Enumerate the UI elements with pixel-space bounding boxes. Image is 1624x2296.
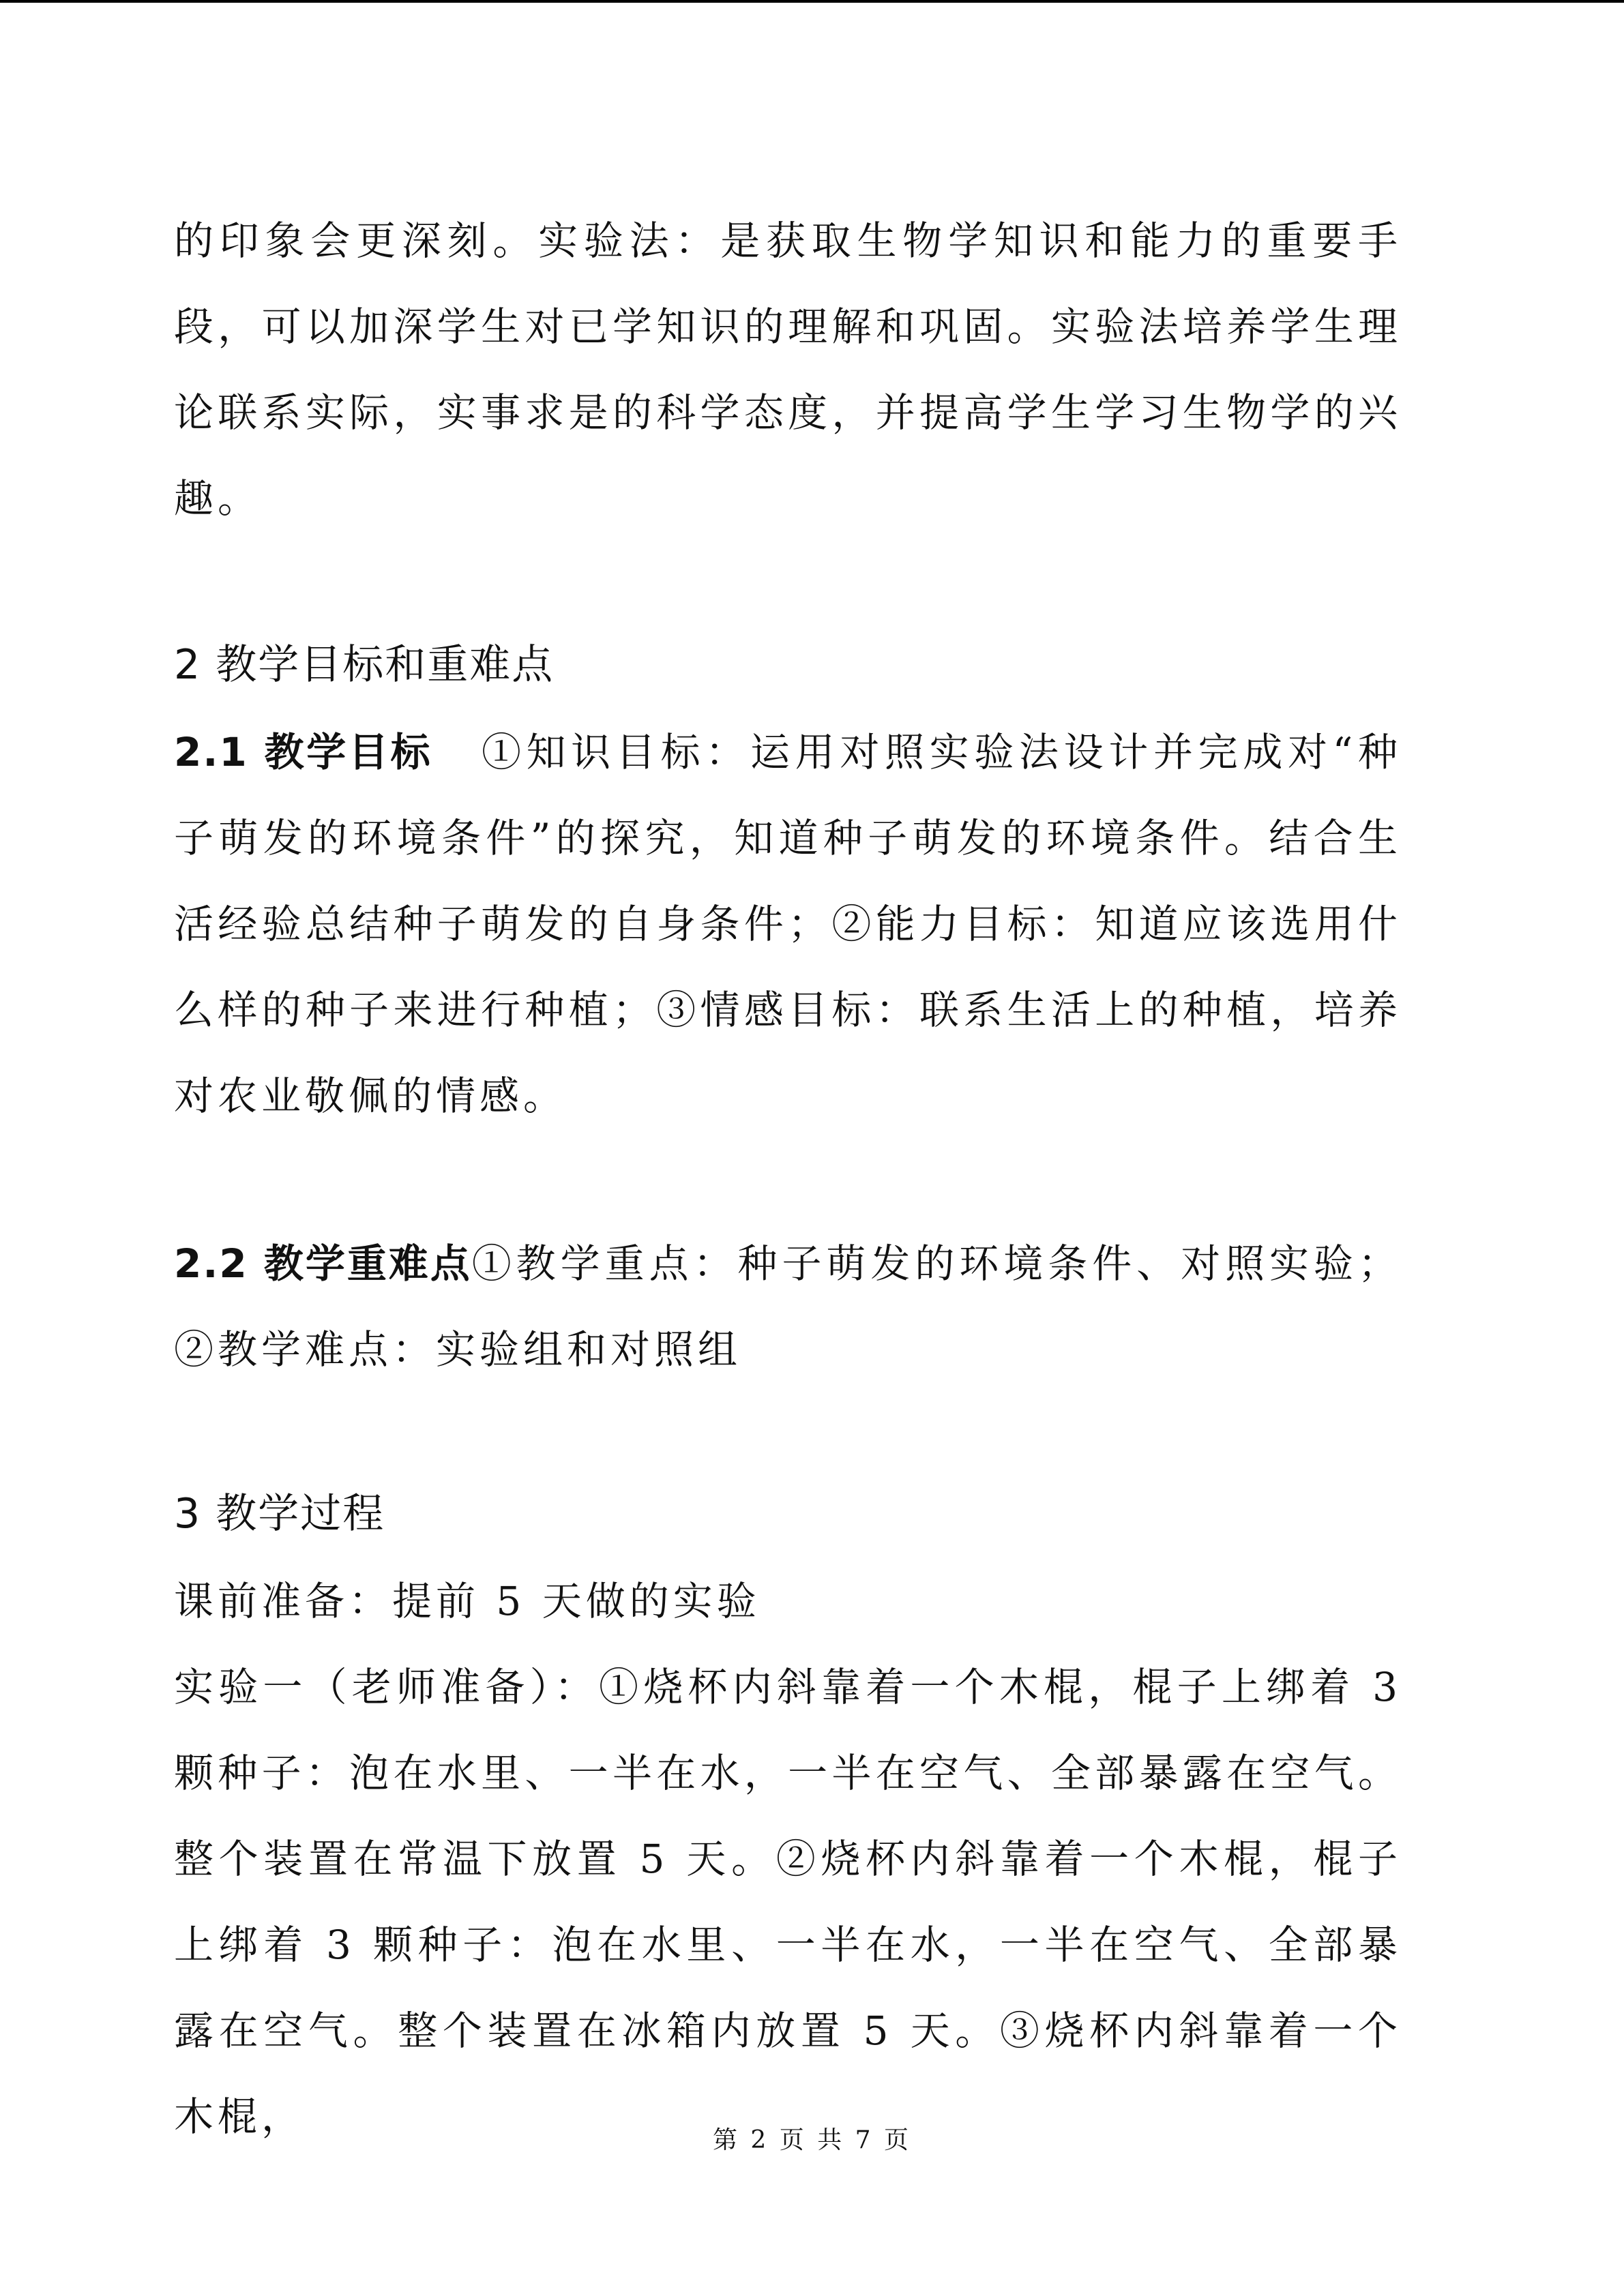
key-points-label: 2.2 教学重难点 bbox=[174, 1240, 472, 1287]
section-2-heading: 2 教学目标和重难点 bbox=[174, 641, 555, 689]
key-points-text: ①教学重点：种子萌发的环境条件、对照实验；②教学难点：实验组和对照组 bbox=[174, 1240, 1402, 1373]
teaching-goals-paragraph bbox=[174, 709, 1402, 1139]
key-points-paragraph bbox=[174, 1221, 1402, 1392]
intro-paragraph: 的印象会更深刻。实验法：是获取生物学知识和能力的重要手段，可以加深学生对已学知识的理解和巩固。实验法培养学生理论联系实际，实事求是的科学态度，并提高学生学习生物学的兴趣。 bbox=[174, 218, 1402, 522]
page-top-border bbox=[0, 0, 1624, 3]
teaching-goals-label: 2.1 教学目标 bbox=[174, 729, 433, 775]
teaching-goals-text: ①知识目标：运用对照实验法设计并完成对“种子萌发的环境条件”的探究，知道种子萌发的环境条件。结合生活经验总结种子萌发的自身条件；②能力目标：知道应该选用什么样的种子来进行种植；③情感目标：联系生活上的种植，培养对农业敬佩的情感。 bbox=[174, 729, 1402, 1119]
experiment-1-paragraph: 实验一（老师准备）：①烧杯内斜靠着一个木棍，棍子上绑着 3 颗种子：泡在水里、一半在水，一半在空气、全部暴露在空气。整个装置在常温下放置 5 天。②烧杯内斜靠着一个木棍，棍子上绑着 3 颗种子：泡在水里、一半在水，一半在空气、全部暴露在空气。整个装置在冰箱内放置 5 天。③烧杯内斜靠着一个木棍， bbox=[174, 1664, 1402, 2140]
section-3-heading: 3 教学过程 bbox=[174, 1490, 385, 1538]
class-prep-line: 课前准备：提前 5 天做的实验 bbox=[174, 1578, 761, 1624]
page-number-footer: 第 2 页 共 7 页 bbox=[712, 2126, 912, 2154]
